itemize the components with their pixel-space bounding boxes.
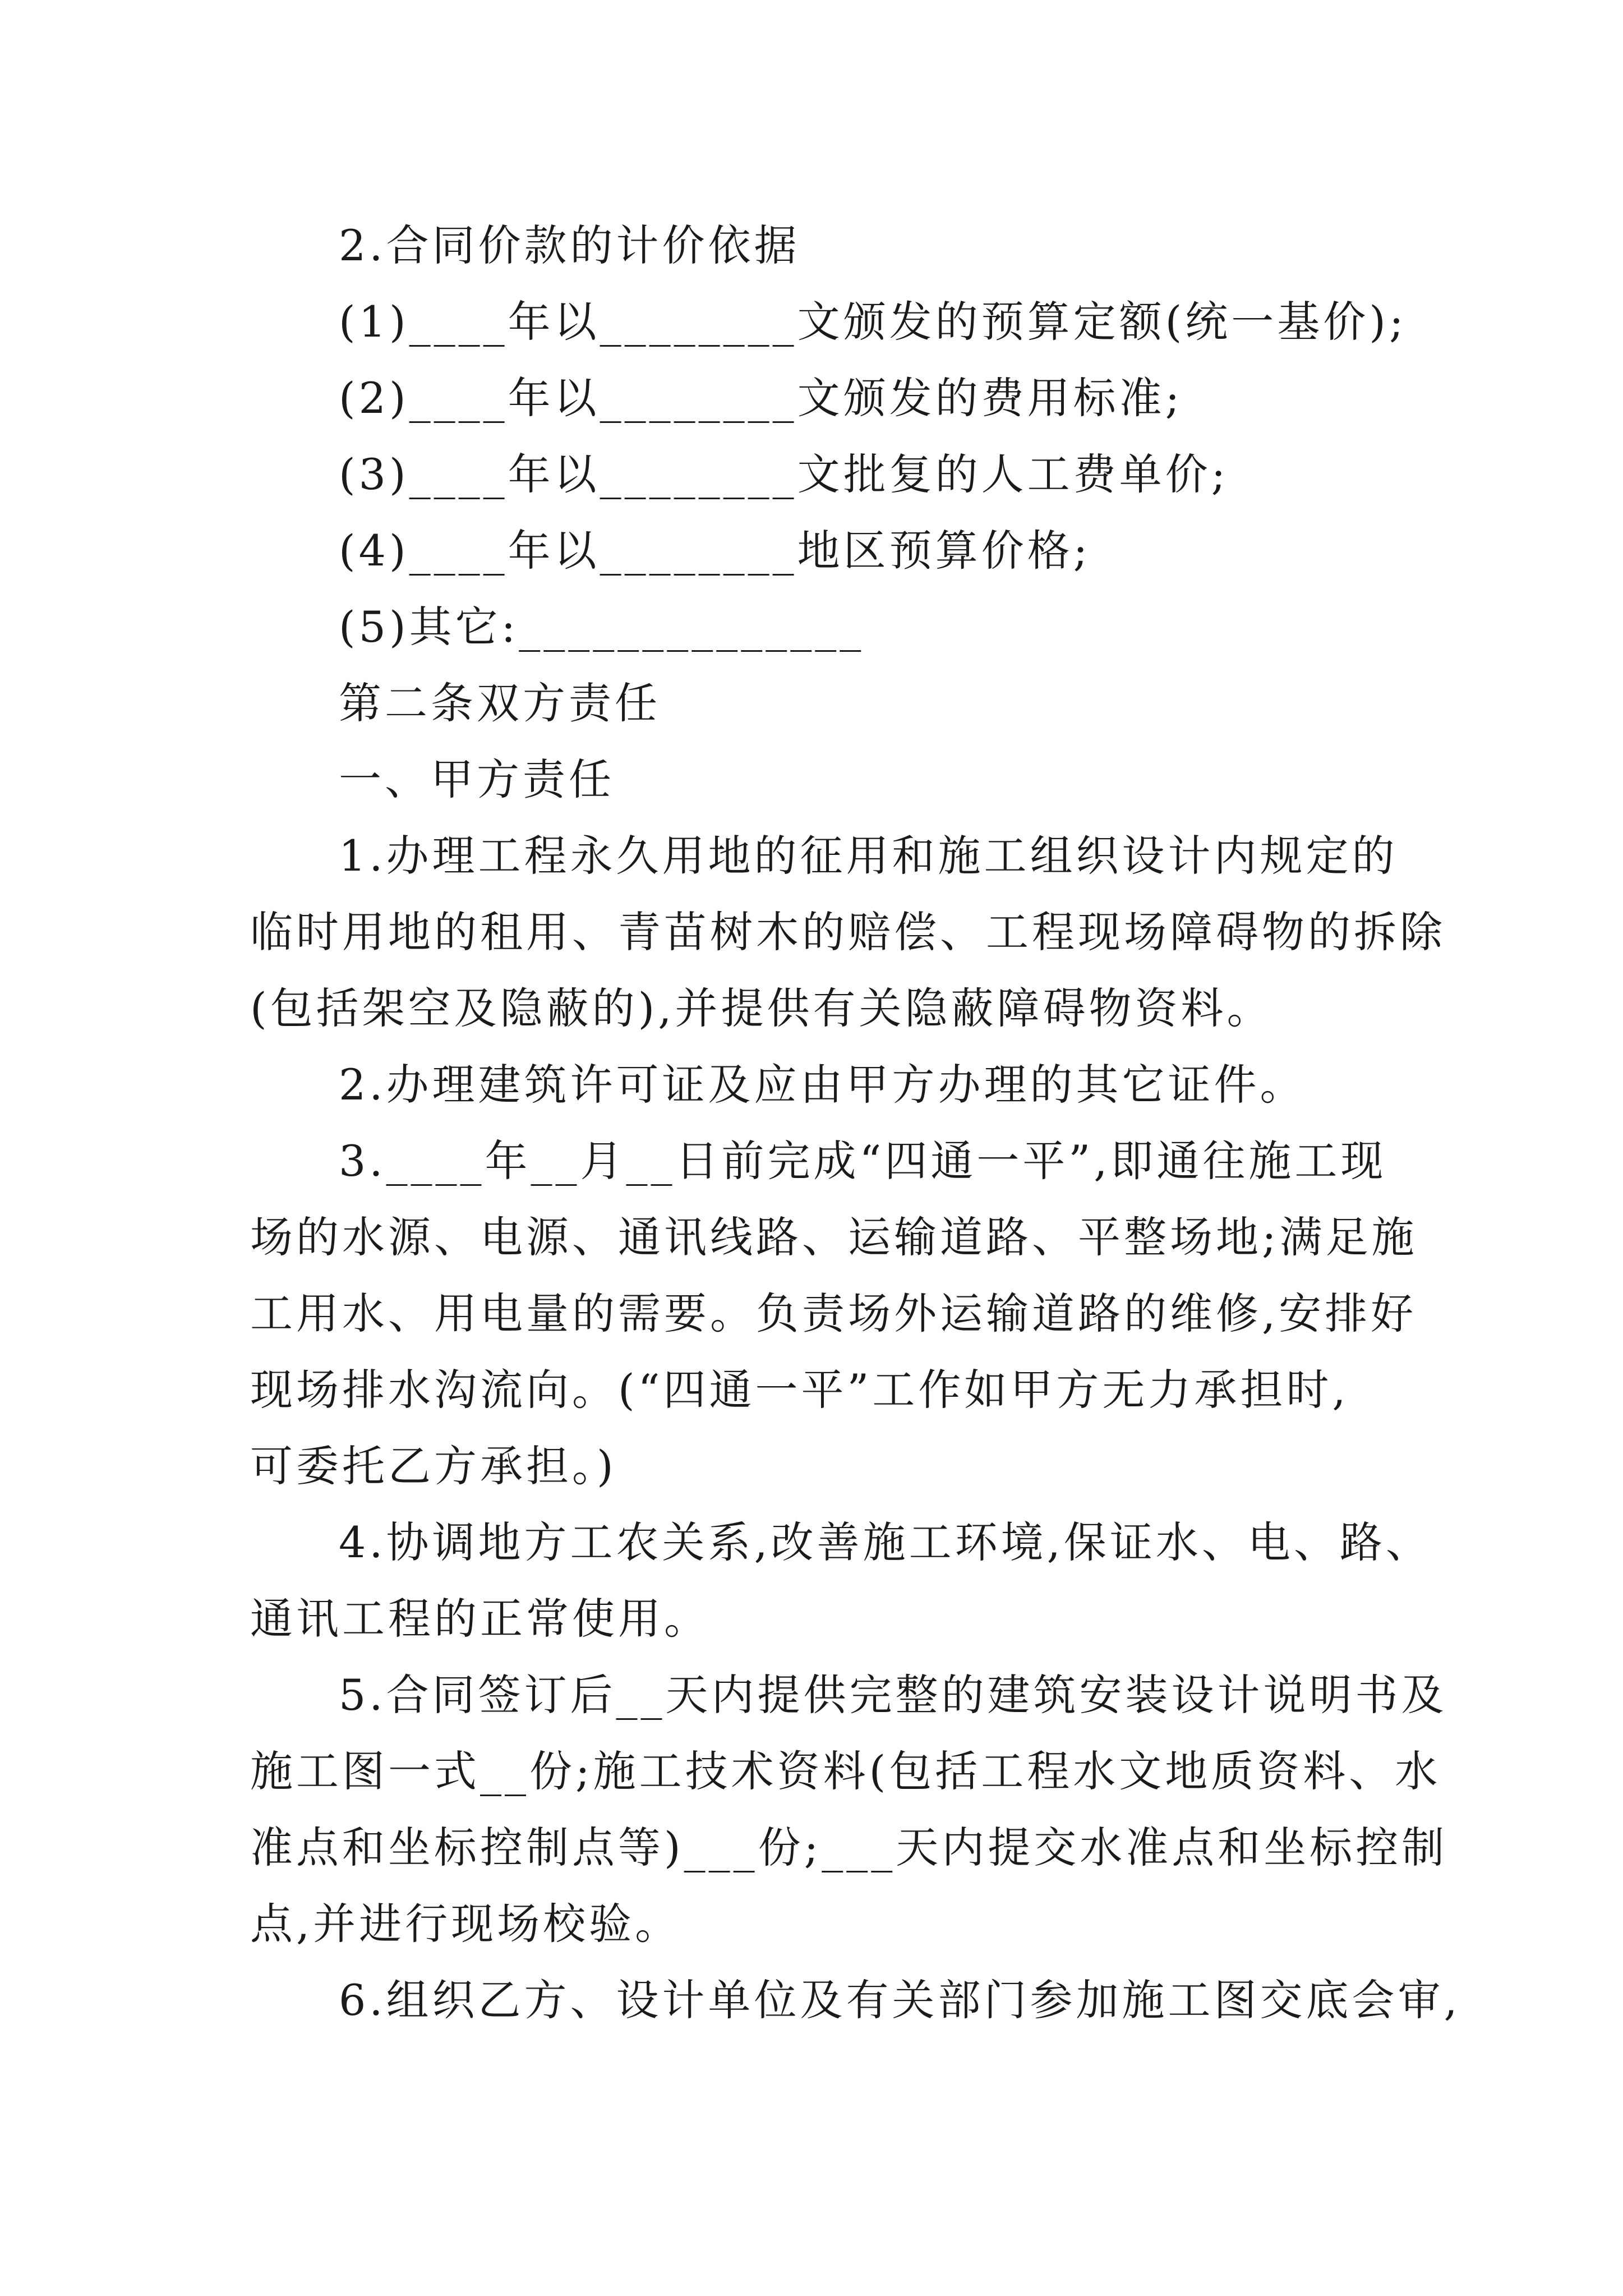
text-line: 1.办理工程永久用地的征用和施工组织设计内规定的 [339,831,1398,881]
text-line: 施工图一式__份;施工技术资料(包括工程水文地质资料、水 [250,1746,1441,1796]
text-line: 5.合同签订后__天内提供完整的建筑安装设计说明书及 [339,1670,1447,1720]
text-line: (2)____年以________文颁发的费用标准; [339,373,1183,423]
text-line: 通讯工程的正常使用。 [250,1594,710,1644]
text-line: 2.合同价款的计价依据 [339,220,800,270]
text-line: 现场排水沟流向。(“四通一平”工作如甲方无力承担时, [250,1365,1349,1415]
text-line: (3)____年以________文批复的人工费单价; [339,449,1229,499]
text-line: (5)其它:______________ [339,602,865,652]
text-line: 4.协调地方工农关系,改善施工环境,保证水、电、路、 [339,1517,1432,1567]
text-line: 6.组织乙方、设计单位及有关部门参加施工图交底会审, [339,1975,1461,2025]
text-line: 可委托乙方承担。) [250,1441,617,1491]
text-line: 准点和坐标控制点等)___份;___天内提交水准点和坐标控制 [250,1823,1448,1872]
text-line: (包括架空及隐蔽的),并提供有关隐蔽障碍物资料。 [250,983,1273,1033]
text-line: 3.____年__月__日前完成“四通一平”,即通往施工现 [339,1136,1387,1186]
text-line: (4)____年以________地区预算价格; [339,526,1091,576]
text-line: (1)____年以________文颁发的预算定额(统一基价); [339,297,1407,347]
section-heading: 第二条双方责任 [339,678,661,728]
text-line: 临时用地的租用、青苗树木的赔偿、工程现场障碍物的拆除 [250,907,1446,957]
text-line: 点,并进行现场校验。 [250,1899,681,1949]
text-line: 工用水、用电量的需要。负责场外运输道路的维修,安排好 [250,1289,1417,1338]
subsection-heading: 一、甲方责任 [339,754,615,804]
document-body [250,208,1461,2039]
text-line: 2.办理建筑许可证及应由甲方办理的其它证件。 [339,1060,1306,1110]
text-line: 场的水源、电源、通讯线路、运输道路、平整场地;满足施 [250,1212,1418,1262]
